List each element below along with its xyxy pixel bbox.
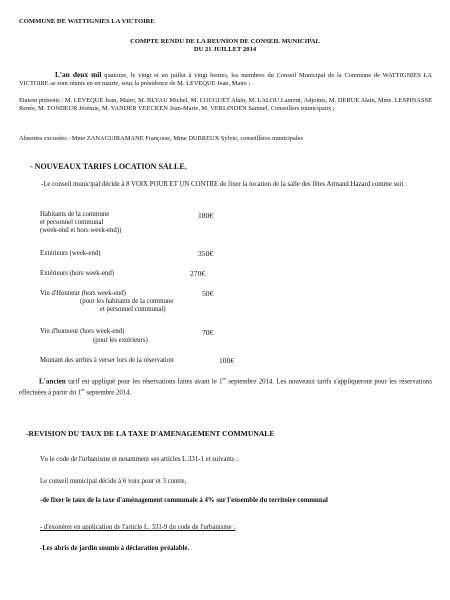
section2-decide: Le conseil municipal décide à 6 voix pour et 3 contre, (40, 478, 187, 485)
note-text-2: septembre 2014. Les nouveaux tarifs s'appliqueront pour les réservations effectuées à partir du 1 (19, 378, 433, 397)
section1-heading: - NOUVEAUX TARIFS LOCATION SALLE. (30, 162, 187, 171)
section2-exonerer: - d'exonérer en application de l'article L. 331-9 du code de l'urbanisme : (40, 524, 236, 531)
note-text-1: tarif est appliqué pour les réservations faites avant le 1 (65, 378, 223, 386)
tariff-arrhes-label: Montant des arrhes à verser lors de la réservation (40, 357, 174, 364)
presents-paragraph: Etaient présents : M. LEVEQUE Jean, Maire, M. BLYAU Michel, M. LOUGUET Alain, M. LALOU Laurent, Adjoints, M. DERUE Alain, Mme. LESPINASSE Renée, M. TONDEUR Jérémie, M. VANDER VEECKEN Jean-Marie, M. VERLINDEN Samuel, Conseillers municipaux ; (19, 97, 432, 112)
section2-vu: Vu le code de l'urbanisme et notamment ses articles L.331-1 et suivants ; (40, 456, 239, 463)
tariff-arrhes-price: 100€ (219, 356, 235, 365)
intro-lead: L'an deux mil (55, 70, 102, 79)
tariff-ext-hors-price: 270€ (190, 269, 206, 278)
note-text-3: septembre 2014. (84, 389, 132, 397)
tariff-vin1-price: 50€ (202, 289, 214, 298)
tariff-habitants-price: 180€ (198, 211, 214, 220)
intro-text: quatorze, le vingt et un juillet à vingt heures, les membres du Conseil Municipal de la Commune de WATTIGNIES LA VICTOIRE se sont réunis en en mairie, sous la présidence de M. LEVEQUE Jean, Maire ; (19, 72, 432, 87)
tariff-vin2-price: 70€ (202, 328, 214, 337)
note-lead: L'ancien (39, 377, 66, 386)
section2-fixer: -de fixer le taux de la taxe d'aménagement communale à 4% sur l'ensemble du territoire communal (40, 497, 328, 504)
tariff-ext-hors-label: Extérieurs (hors week-end) (40, 270, 114, 277)
intro-paragraph (19, 70, 432, 88)
section1-note (19, 376, 432, 398)
tariff-ext-we-price: 350€ (198, 249, 214, 258)
tariff-ext-we-label: Extérieurs (week-end) (40, 250, 101, 257)
absents-line: Absentes excusées : Mme ZANAGUIRAMANE Françoise, Mme DUBREUX Sylvie, conseillères municipales (19, 135, 303, 142)
note-sup-2: er (81, 386, 85, 392)
tariff-vin1-sub2: et personnel communal) (100, 306, 166, 313)
tariff-habitants-label1: Habitants de la commune (40, 211, 110, 218)
section2-abris: -Les abris de jardin soumis à déclaration préalable. (40, 545, 190, 552)
tariff-vin1-label: Vin d'Honneur (hors week-end) (40, 290, 126, 297)
commune-header: COMMUNE DE WATTIGNIES LA VICTOIRE (19, 18, 155, 25)
note-sup-1: er (222, 376, 227, 381)
tariff-vin1-sub1: (pour les habitants de la commune (80, 298, 174, 305)
tariff-habitants-label2: et personnel communal (40, 219, 104, 226)
section2-heading: -REVISION DU TAUX DE LA TAXE D'AMENAGEMENT COMMUNALE (26, 429, 275, 438)
report-title-line2: DU 21 JUILLET 2014 (193, 46, 257, 53)
tariff-vin2-label: Vin d'honneur (hors week-end) (40, 328, 125, 335)
section1-decision: -Le conseil municipal décide à 8 VOIX POUR ET UN CONTRE de fixer la location de la salle des fêtes Armand Hazard comme suit : (41, 181, 407, 188)
report-title-line1: COMPTE RENDU DE LA REUNION DE CONSEIL MUNICIPAL (130, 38, 320, 45)
tariff-vin2-sub1: (pour les extérieurs) (93, 337, 148, 344)
tariff-habitants-label3: (week-end et hors week-end)) (40, 227, 122, 234)
